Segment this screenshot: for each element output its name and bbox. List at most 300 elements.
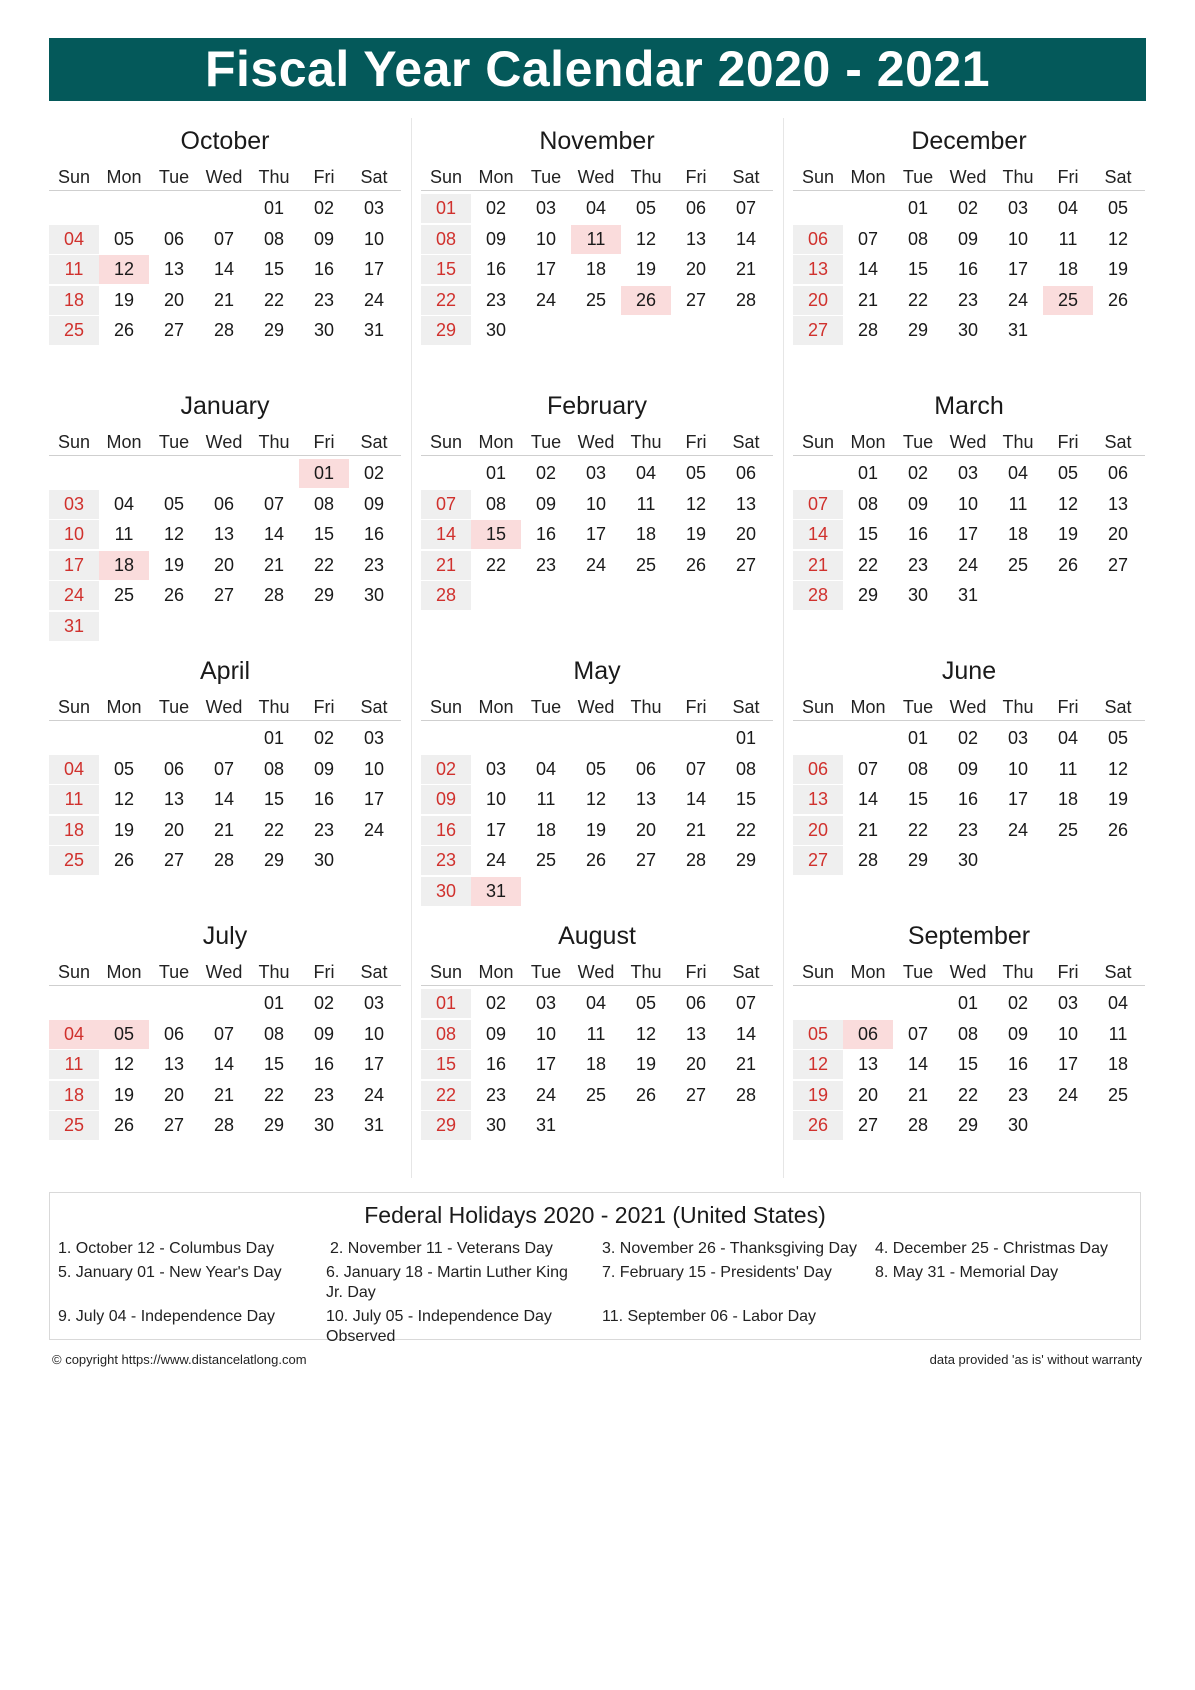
day-cell: 13 bbox=[793, 255, 843, 284]
day-cell: 23 bbox=[907, 554, 929, 575]
day-cell: 17 bbox=[363, 259, 385, 279]
day-cell: 30 bbox=[957, 320, 979, 340]
day-cell: 03 bbox=[585, 463, 607, 483]
day-cell: 30 bbox=[957, 850, 979, 870]
day-grid bbox=[793, 194, 1145, 384]
day-cell: 01 bbox=[263, 993, 285, 1013]
day-cell: 12 bbox=[113, 789, 135, 809]
day-cell: 29 bbox=[263, 320, 285, 340]
weekday-label: Thu bbox=[630, 167, 662, 187]
month-name: November bbox=[539, 127, 655, 155]
day-cell: 22 bbox=[421, 286, 471, 315]
weekday-label: Mon bbox=[106, 697, 142, 717]
day-cell: 26 bbox=[685, 554, 707, 575]
weekday-label: Mon bbox=[478, 962, 514, 982]
holiday-item: 8. May 31 - Memorial Day bbox=[875, 1264, 1059, 1281]
holiday-day-cell: 05 bbox=[99, 1020, 149, 1049]
day-cell: 26 bbox=[113, 850, 135, 870]
weekday-label: Mon bbox=[850, 432, 886, 452]
day-cell: 17 bbox=[485, 819, 507, 840]
day-cell: 12 bbox=[1107, 758, 1129, 779]
months-grid bbox=[49, 118, 1147, 1178]
weekday-label: Wed bbox=[577, 432, 615, 452]
day-cell: 06 bbox=[685, 198, 707, 218]
day-cell: 09 bbox=[907, 493, 929, 514]
day-cell: 27 bbox=[793, 316, 843, 345]
day-cell: 13 bbox=[635, 789, 657, 809]
day-cell: 10 bbox=[1007, 228, 1029, 249]
day-cell: 15 bbox=[313, 524, 335, 544]
day-cell: 01 bbox=[263, 728, 285, 748]
day-cell: 30 bbox=[485, 1115, 507, 1135]
day-cell: 30 bbox=[313, 1115, 335, 1135]
weekday-label: Wed bbox=[577, 697, 615, 717]
day-cell: 17 bbox=[1007, 789, 1029, 809]
weekday-label: Mon bbox=[850, 962, 886, 982]
day-cell: 16 bbox=[957, 259, 979, 279]
day-cell: 07 bbox=[213, 758, 235, 779]
day-cell: 25 bbox=[585, 1084, 607, 1105]
day-cell: 06 bbox=[793, 225, 843, 254]
day-cell: 30 bbox=[485, 320, 507, 340]
day-cell: 12 bbox=[685, 493, 707, 514]
day-cell: 23 bbox=[535, 554, 557, 575]
day-cell: 26 bbox=[1107, 289, 1129, 310]
day-cell: 03 bbox=[363, 728, 385, 748]
holiday-item: 6. January 18 - Martin Luther King Jr. Day bbox=[326, 1264, 568, 1301]
day-cell: 10 bbox=[363, 1023, 385, 1044]
day-cell: 06 bbox=[1107, 463, 1129, 483]
day-cell: 11 bbox=[1108, 1023, 1128, 1044]
day-grid bbox=[49, 194, 401, 384]
weekday-header bbox=[421, 166, 773, 191]
weekday-label: Mon bbox=[106, 432, 142, 452]
weekday-header bbox=[793, 696, 1145, 721]
day-cell: 15 bbox=[421, 1050, 471, 1079]
holiday-day-cell: 15 bbox=[471, 520, 521, 549]
day-cell: 05 bbox=[585, 758, 607, 779]
day-cell: 21 bbox=[735, 259, 757, 279]
day-cell: 08 bbox=[263, 1023, 285, 1044]
day-cell: 15 bbox=[263, 1054, 285, 1074]
day-cell: 12 bbox=[635, 1023, 657, 1044]
day-cell: 20 bbox=[163, 819, 185, 840]
day-cell: 02 bbox=[485, 993, 507, 1013]
day-cell: 15 bbox=[907, 789, 929, 809]
month-name: December bbox=[911, 127, 1027, 155]
day-cell: 02 bbox=[957, 198, 979, 218]
day-cell: 21 bbox=[793, 551, 843, 580]
weekday-label: Wed bbox=[949, 697, 987, 717]
day-cell: 20 bbox=[735, 524, 757, 544]
day-cell: 04 bbox=[1007, 463, 1029, 483]
day-cell: 21 bbox=[213, 1084, 235, 1105]
day-cell: 12 bbox=[113, 1054, 135, 1074]
day-cell: 18 bbox=[585, 1054, 607, 1074]
day-cell: 10 bbox=[49, 520, 99, 549]
day-cell: 12 bbox=[585, 789, 607, 809]
weekday-label: Tue bbox=[902, 432, 934, 452]
day-cell: 08 bbox=[313, 493, 335, 514]
day-cell: 17 bbox=[585, 524, 607, 544]
day-cell: 11 bbox=[114, 524, 134, 544]
day-cell: 12 bbox=[635, 228, 657, 249]
weekday-label: Fri bbox=[685, 432, 707, 452]
day-cell: 20 bbox=[685, 1054, 707, 1074]
day-cell: 14 bbox=[735, 228, 757, 249]
day-cell: 05 bbox=[635, 993, 657, 1013]
day-cell: 15 bbox=[907, 259, 929, 279]
day-cell: 24 bbox=[1007, 819, 1029, 840]
day-cell: 24 bbox=[363, 819, 385, 840]
day-cell: 11 bbox=[49, 1050, 99, 1079]
day-cell: 28 bbox=[793, 581, 843, 610]
holiday-day-cell: 11 bbox=[571, 225, 621, 254]
weekday-label: Sat bbox=[1104, 697, 1132, 717]
weekday-label: Fri bbox=[1057, 167, 1079, 187]
day-cell: 08 bbox=[421, 1020, 471, 1049]
day-cell: 30 bbox=[363, 585, 385, 605]
day-cell: 20 bbox=[163, 1084, 185, 1105]
day-cell: 23 bbox=[313, 1084, 335, 1105]
day-cell: 04 bbox=[585, 993, 607, 1013]
day-cell: 02 bbox=[363, 463, 385, 483]
day-cell: 07 bbox=[857, 758, 879, 779]
day-cell: 21 bbox=[907, 1084, 929, 1105]
day-cell: 11 bbox=[1008, 493, 1028, 514]
day-cell: 27 bbox=[735, 554, 757, 575]
day-cell: 05 bbox=[1057, 463, 1079, 483]
weekday-label: Thu bbox=[258, 697, 290, 717]
day-cell: 03 bbox=[363, 198, 385, 218]
day-cell: 24 bbox=[363, 289, 385, 310]
day-cell: 21 bbox=[213, 819, 235, 840]
day-cell: 23 bbox=[421, 846, 471, 875]
day-cell: 16 bbox=[421, 816, 471, 845]
day-cell: 11 bbox=[636, 493, 656, 514]
day-cell: 26 bbox=[585, 850, 607, 870]
day-cell: 16 bbox=[485, 1054, 507, 1074]
weekday-header bbox=[421, 696, 773, 721]
column-divider bbox=[411, 118, 412, 1178]
day-cell: 19 bbox=[163, 554, 185, 575]
weekday-label: Sun bbox=[801, 167, 835, 187]
day-cell: 13 bbox=[163, 259, 185, 279]
day-cell: 18 bbox=[585, 259, 607, 279]
day-cell: 13 bbox=[793, 785, 843, 814]
day-cell: 08 bbox=[263, 228, 285, 249]
day-cell: 05 bbox=[113, 228, 135, 249]
day-cell: 28 bbox=[735, 289, 757, 310]
weekday-label: Tue bbox=[158, 167, 190, 187]
day-cell: 29 bbox=[957, 1115, 979, 1135]
day-cell: 29 bbox=[313, 585, 335, 605]
month-april bbox=[49, 648, 401, 913]
weekday-header bbox=[49, 431, 401, 456]
weekday-header bbox=[421, 431, 773, 456]
day-cell: 26 bbox=[113, 320, 135, 340]
day-cell: 17 bbox=[49, 551, 99, 580]
weekday-label: Thu bbox=[258, 962, 290, 982]
day-cell: 13 bbox=[213, 524, 235, 544]
day-cell: 10 bbox=[485, 789, 507, 809]
month-june bbox=[793, 648, 1145, 913]
weekday-label: Thu bbox=[630, 962, 662, 982]
day-cell: 05 bbox=[685, 463, 707, 483]
day-cell: 02 bbox=[313, 728, 335, 748]
day-cell: 06 bbox=[163, 228, 185, 249]
weekday-label: Thu bbox=[1002, 962, 1034, 982]
day-cell: 09 bbox=[421, 785, 471, 814]
day-cell: 23 bbox=[957, 289, 979, 310]
day-cell: 29 bbox=[263, 1115, 285, 1135]
day-cell: 28 bbox=[857, 850, 879, 870]
day-cell: 31 bbox=[535, 1115, 557, 1135]
day-cell: 09 bbox=[957, 758, 979, 779]
weekday-label: Sun bbox=[429, 962, 463, 982]
day-cell: 27 bbox=[163, 850, 185, 870]
month-row bbox=[49, 913, 1147, 1178]
day-cell: 17 bbox=[363, 1054, 385, 1074]
day-cell: 21 bbox=[857, 289, 879, 310]
day-cell: 01 bbox=[907, 198, 929, 218]
day-cell: 20 bbox=[163, 289, 185, 310]
weekday-label: Mon bbox=[106, 167, 142, 187]
day-cell: 20 bbox=[685, 259, 707, 279]
day-cell: 03 bbox=[49, 490, 99, 519]
month-february bbox=[421, 383, 773, 648]
day-cell: 02 bbox=[485, 198, 507, 218]
weekday-label: Wed bbox=[205, 167, 243, 187]
day-cell: 23 bbox=[1007, 1084, 1029, 1105]
calendar-title: Fiscal Year Calendar 2020 - 2021 bbox=[49, 38, 1146, 101]
month-november bbox=[421, 118, 773, 383]
day-cell: 03 bbox=[1057, 993, 1079, 1013]
day-cell: 05 bbox=[635, 198, 657, 218]
day-cell: 07 bbox=[263, 493, 285, 514]
weekday-label: Wed bbox=[949, 167, 987, 187]
month-may bbox=[421, 648, 773, 913]
day-cell: 22 bbox=[313, 554, 335, 575]
day-cell: 22 bbox=[907, 819, 929, 840]
day-cell: 22 bbox=[957, 1084, 979, 1105]
day-cell: 18 bbox=[535, 819, 557, 840]
month-october bbox=[49, 118, 401, 383]
day-cell: 29 bbox=[907, 320, 929, 340]
weekday-label: Wed bbox=[205, 697, 243, 717]
day-cell: 09 bbox=[535, 493, 557, 514]
day-cell: 21 bbox=[685, 819, 707, 840]
day-cell: 07 bbox=[213, 1023, 235, 1044]
day-cell: 19 bbox=[635, 259, 657, 279]
day-cell: 02 bbox=[535, 463, 557, 483]
day-cell: 18 bbox=[1057, 789, 1079, 809]
day-cell: 26 bbox=[113, 1115, 135, 1135]
day-cell: 31 bbox=[49, 612, 99, 641]
day-cell: 17 bbox=[1007, 259, 1029, 279]
day-cell: 27 bbox=[213, 585, 235, 605]
month-september bbox=[793, 913, 1145, 1178]
day-cell: 06 bbox=[163, 1023, 185, 1044]
day-cell: 14 bbox=[421, 520, 471, 549]
holiday-item: 10. July 05 - Independence Day Observed bbox=[326, 1308, 552, 1345]
day-cell: 15 bbox=[263, 789, 285, 809]
day-cell: 08 bbox=[857, 493, 879, 514]
weekday-label: Sat bbox=[360, 962, 388, 982]
weekday-label: Tue bbox=[158, 697, 190, 717]
day-cell: 28 bbox=[857, 320, 879, 340]
day-cell: 16 bbox=[1007, 1054, 1029, 1074]
day-cell: 14 bbox=[213, 1054, 235, 1074]
day-cell: 23 bbox=[485, 289, 507, 310]
weekday-label: Sun bbox=[429, 697, 463, 717]
day-cell: 24 bbox=[957, 554, 979, 575]
day-cell: 15 bbox=[735, 789, 757, 809]
weekday-label: Sat bbox=[732, 962, 760, 982]
month-row bbox=[49, 383, 1147, 648]
day-cell: 07 bbox=[421, 490, 471, 519]
day-cell: 13 bbox=[163, 789, 185, 809]
day-cell: 09 bbox=[485, 228, 507, 249]
weekday-header bbox=[793, 166, 1145, 191]
day-cell: 07 bbox=[907, 1023, 929, 1044]
day-cell: 18 bbox=[49, 1081, 99, 1110]
weekday-header bbox=[49, 961, 401, 986]
day-cell: 22 bbox=[263, 289, 285, 310]
day-cell: 19 bbox=[793, 1081, 843, 1110]
day-cell: 27 bbox=[635, 850, 657, 870]
day-cell: 13 bbox=[163, 1054, 185, 1074]
weekday-label: Wed bbox=[205, 432, 243, 452]
day-cell: 04 bbox=[1057, 198, 1079, 218]
day-cell: 25 bbox=[1007, 554, 1029, 575]
weekday-label: Sun bbox=[57, 697, 91, 717]
day-cell: 10 bbox=[535, 1023, 557, 1044]
day-cell: 26 bbox=[793, 1111, 843, 1140]
weekday-label: Mon bbox=[850, 167, 886, 187]
weekday-label: Sat bbox=[360, 697, 388, 717]
weekday-label: Sat bbox=[732, 432, 760, 452]
day-cell: 07 bbox=[685, 758, 707, 779]
day-cell: 04 bbox=[535, 758, 557, 779]
weekday-label: Thu bbox=[630, 697, 662, 717]
day-cell: 16 bbox=[907, 524, 929, 544]
day-cell: 04 bbox=[1107, 993, 1129, 1013]
day-cell: 19 bbox=[113, 1084, 135, 1105]
holiday-item: 4. December 25 - Christmas Day bbox=[875, 1240, 1108, 1257]
weekday-label: Sun bbox=[801, 962, 835, 982]
day-cell: 14 bbox=[213, 789, 235, 809]
weekday-label: Tue bbox=[902, 962, 934, 982]
day-grid bbox=[793, 459, 1145, 649]
month-name: April bbox=[199, 657, 250, 685]
day-grid bbox=[421, 989, 773, 1179]
day-cell: 30 bbox=[421, 877, 471, 906]
day-cell: 04 bbox=[585, 198, 607, 218]
day-cell: 25 bbox=[113, 585, 135, 605]
day-cell: 13 bbox=[735, 493, 757, 514]
day-cell: 23 bbox=[363, 554, 385, 575]
day-cell: 31 bbox=[1007, 320, 1029, 340]
weekday-label: Tue bbox=[530, 432, 562, 452]
day-cell: 16 bbox=[363, 524, 385, 544]
day-cell: 01 bbox=[421, 989, 471, 1018]
day-cell: 14 bbox=[213, 259, 235, 279]
day-cell: 04 bbox=[49, 225, 99, 254]
day-cell: 06 bbox=[685, 993, 707, 1013]
weekday-header bbox=[49, 166, 401, 191]
weekday-label: Tue bbox=[530, 962, 562, 982]
day-cell: 03 bbox=[535, 198, 557, 218]
day-cell: 07 bbox=[793, 490, 843, 519]
day-cell: 07 bbox=[735, 993, 757, 1013]
weekday-label: Fri bbox=[685, 697, 707, 717]
day-cell: 05 bbox=[793, 1020, 843, 1049]
day-cell: 24 bbox=[585, 554, 607, 575]
day-cell: 29 bbox=[421, 1111, 471, 1140]
month-july bbox=[49, 913, 401, 1178]
day-cell: 05 bbox=[1107, 728, 1129, 748]
weekday-label: Wed bbox=[577, 167, 615, 187]
day-cell: 19 bbox=[113, 819, 135, 840]
day-cell: 11 bbox=[536, 789, 556, 809]
day-grid bbox=[49, 724, 401, 914]
day-cell: 11 bbox=[49, 255, 99, 284]
weekday-header bbox=[49, 696, 401, 721]
day-cell: 10 bbox=[363, 228, 385, 249]
column-divider bbox=[783, 118, 784, 1178]
day-cell: 13 bbox=[857, 1054, 879, 1074]
day-cell: 09 bbox=[313, 1023, 335, 1044]
day-cell: 09 bbox=[313, 228, 335, 249]
day-cell: 16 bbox=[535, 524, 557, 544]
weekday-label: Fri bbox=[313, 962, 335, 982]
day-cell: 14 bbox=[263, 524, 285, 544]
weekday-label: Wed bbox=[577, 962, 615, 982]
day-cell: 06 bbox=[793, 755, 843, 784]
day-cell: 01 bbox=[263, 198, 285, 218]
day-cell: 03 bbox=[1007, 728, 1029, 748]
weekday-label: Sat bbox=[732, 167, 760, 187]
day-cell: 08 bbox=[735, 758, 757, 779]
day-cell: 15 bbox=[857, 524, 879, 544]
day-cell: 28 bbox=[213, 1115, 235, 1135]
day-grid bbox=[421, 194, 773, 384]
day-cell: 21 bbox=[213, 289, 235, 310]
day-cell: 19 bbox=[635, 1054, 657, 1074]
day-cell: 07 bbox=[735, 198, 757, 218]
day-cell: 23 bbox=[313, 289, 335, 310]
day-cell: 18 bbox=[635, 524, 657, 544]
day-cell: 03 bbox=[535, 993, 557, 1013]
day-cell: 25 bbox=[585, 289, 607, 310]
day-cell: 04 bbox=[49, 755, 99, 784]
day-cell: 23 bbox=[957, 819, 979, 840]
day-cell: 18 bbox=[49, 286, 99, 315]
day-cell: 08 bbox=[421, 225, 471, 254]
day-cell: 24 bbox=[1057, 1084, 1079, 1105]
day-cell: 17 bbox=[1057, 1054, 1079, 1074]
day-cell: 04 bbox=[1057, 728, 1079, 748]
day-cell: 03 bbox=[1007, 198, 1029, 218]
day-cell: 27 bbox=[1107, 554, 1129, 575]
disclaimer-text: data provided 'as is' without warranty bbox=[929, 1352, 1142, 1367]
day-cell: 28 bbox=[213, 850, 235, 870]
day-cell: 29 bbox=[907, 850, 929, 870]
day-cell: 29 bbox=[263, 850, 285, 870]
day-cell: 21 bbox=[735, 1054, 757, 1074]
federal-holidays-box bbox=[49, 1192, 1141, 1345]
